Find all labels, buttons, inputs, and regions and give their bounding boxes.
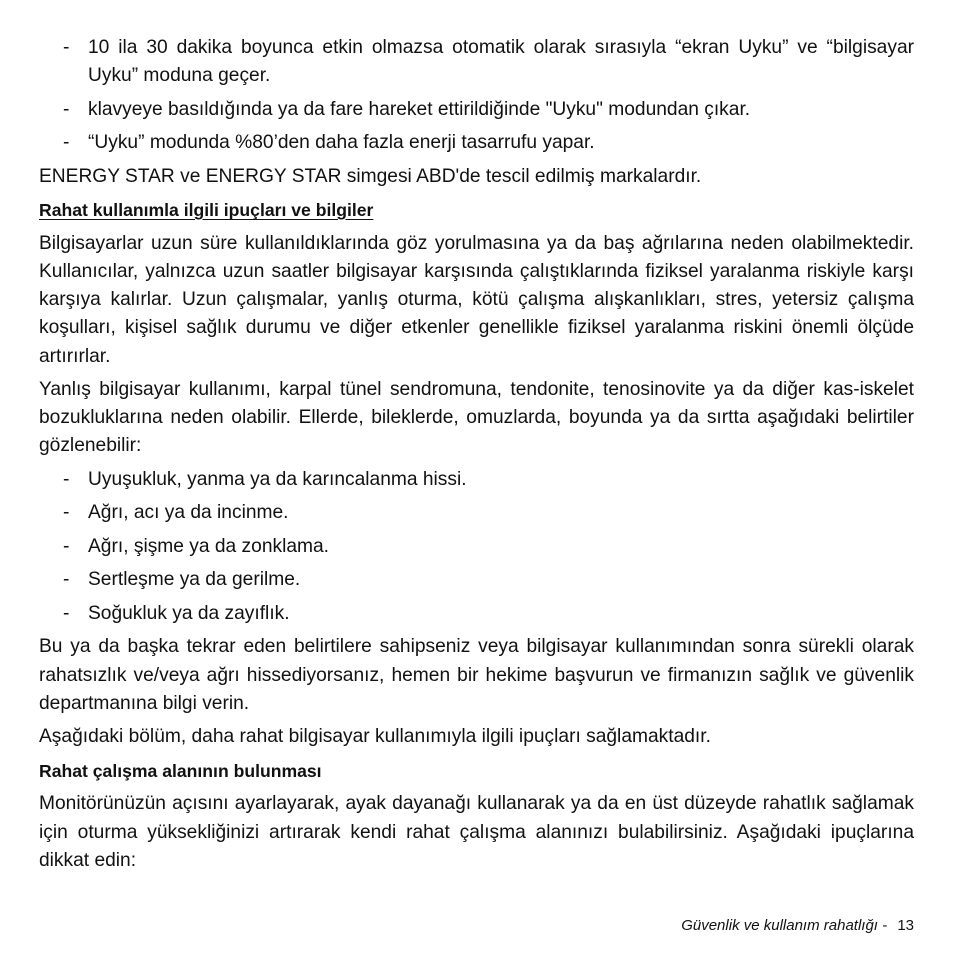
paragraph-eye-strain: Bilgisayarlar uzun süre kullanıldıklarında göz yorulmasına ya da baş ağrılarına neden olabilmektedir. Kullanıcılar, yalnızca uzun saatler bilgisayar karşısında çalıştıklarında fiziksel yaralanma riskiyle karşı karşıya kalırlar. Uzun çalışmalar, yanlış oturma, kötü çalışma alışkanlıkları, stres, yetersiz çalışma koşulları, kişisel sağlık durumu ve diğer etkenler genellikle fiziksel yaralanma riskini önemli ölçüde artırırlar. — [39, 232, 914, 367]
list-item-text: “Uyku” modunda %80’den daha fazla enerji tasarrufu yapar. — [88, 132, 595, 154]
paragraph-section-intro: Aşağıdaki bölüm, daha rahat bilgisayar kullanımıyla ilgili ipuçları sağlamaktadır. — [39, 726, 711, 748]
bullet-dash: - — [63, 468, 70, 490]
document-body — [39, 34, 914, 880]
list-item-text: Sertleşme ya da gerilme. — [88, 569, 301, 591]
bullet-dash: - — [63, 132, 70, 154]
paragraph-misuse: Yanlış bilgisayar kullanımı, karpal tünel sendromuna, tendonite, tenosinovite ya da diğer kas-iskelet bozukluklarına neden olabilir. Ellerde, bileklerde, omuzlarda, boyunda ya da sırtta aşağıdaki belirtiler gözlenebilir: — [39, 379, 914, 457]
page-number: 13 — [897, 917, 914, 934]
bullet-dash: - — [63, 37, 70, 58]
list-item — [39, 96, 914, 124]
list-item-text: Soğukluk ya da zayıflık. — [88, 602, 290, 624]
footer-section-title: Güvenlik ve kullanım rahatlığı — [681, 917, 878, 934]
bullet-dash: - — [63, 535, 70, 557]
list-item — [39, 533, 914, 561]
list-item-text: Uyuşukluk, yanma ya da karıncalanma hissi. — [88, 468, 467, 490]
symptoms-list — [39, 466, 914, 628]
list-item-text: klavyeye basıldığında ya da fare hareket ettirildiğinde "Uyku" modundan çıkar. — [88, 98, 751, 120]
paragraph-doctor: Bu ya da başka tekrar eden belirtilere sahipseniz veya bilgisayar kullanımından sonra sürekli olarak rahatsızlık ve/veya ağrı hissediyorsanız, hemen bir hekime başvurun ve firmanızın sağlık ve güvenlik departmanına bilgi verin. — [39, 636, 914, 714]
paragraph-workspace: Monitörünüzün açısını ayarlayarak, ayak dayanağı kullanarak ya da en üst düzeyde rahatlık sağlamak için oturma yüksekliğinizi artırarak kendi rahat çalışma alanınızı bulabilirsiniz. Aşağıdaki ipuçlarına dikkat edin: — [39, 793, 914, 871]
list-item — [39, 466, 914, 494]
bullet-dash: - — [63, 602, 70, 624]
list-item-text: Ağrı, acı ya da incinme. — [88, 502, 289, 524]
list-item-text: Ağrı, şişme ya da zonklama. — [88, 535, 330, 557]
list-item — [39, 566, 914, 594]
list-item — [39, 34, 914, 90]
sleep-mode-list — [39, 34, 914, 157]
list-item — [39, 129, 914, 157]
section-heading-comfort-text: Rahat kullanımla ilgili ipuçları ve bilgiler — [39, 200, 374, 221]
bullet-dash: - — [63, 98, 70, 120]
bullet-dash: - — [63, 502, 70, 524]
list-item — [39, 600, 914, 628]
section-heading-comfort — [39, 196, 914, 224]
bullet-dash: - — [63, 569, 70, 591]
list-item — [39, 499, 914, 527]
footer-separator: - — [882, 917, 888, 934]
trademark-note: ENERGY STAR ve ENERGY STAR simgesi ABD'de tescil edilmiş markalardır. — [39, 165, 702, 187]
page-footer — [681, 916, 914, 936]
section-heading-workspace: Rahat çalışma alanının bulunması — [39, 760, 322, 781]
list-item-text: 10 ila 30 dakika boyunca etkin olmazsa otomatik olarak sırasıyla “ekran Uyku” ve “bilgisayar Uyku” moduna geçer. — [88, 37, 914, 87]
